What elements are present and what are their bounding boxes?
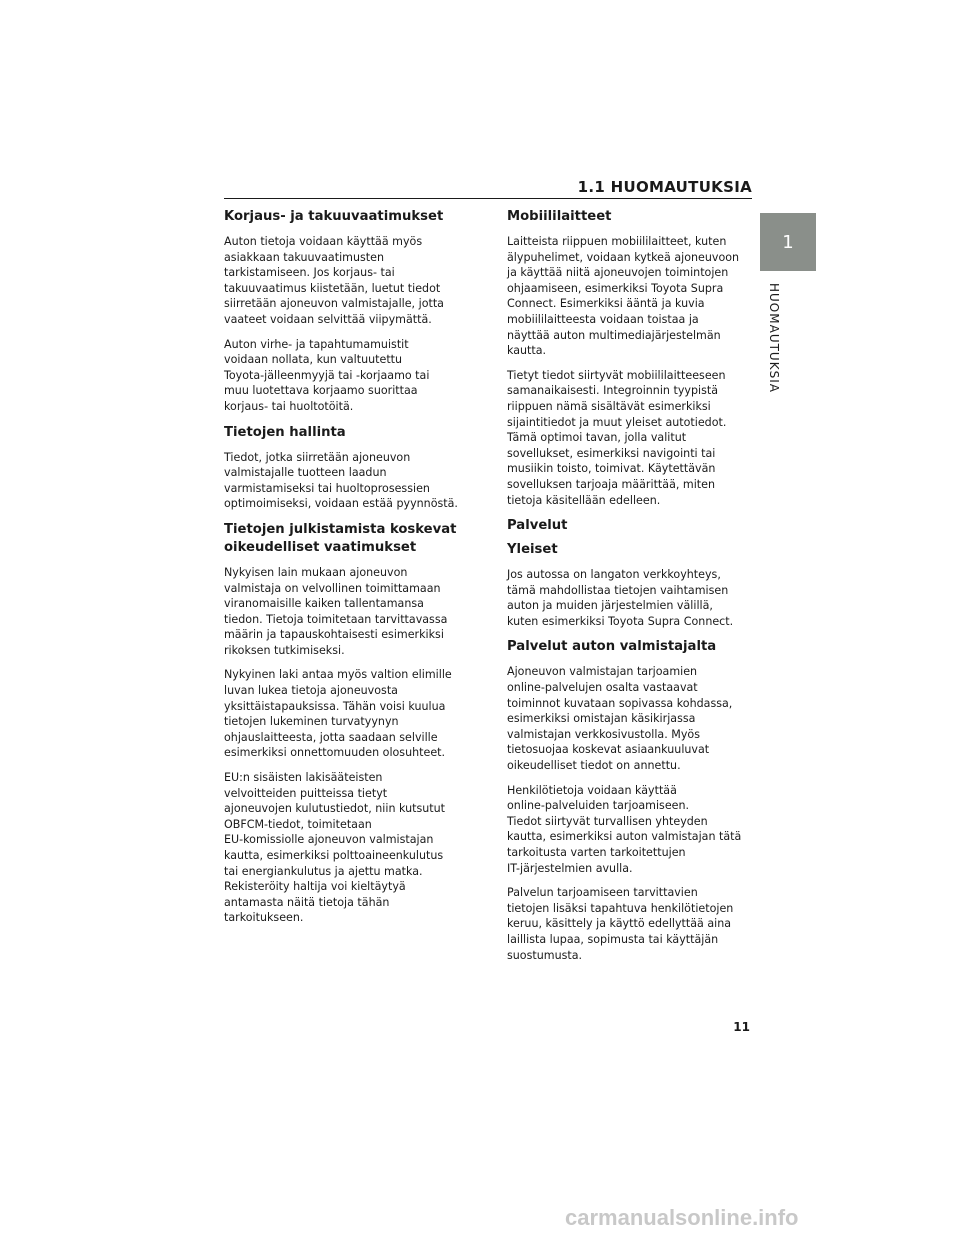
body-paragraph: Auton tietoja voidaan käyttää myös asiakkaan takuuvaatimusten tarkistamiseen. Jos korjaus- tai takuuvaatimus kiistetään, luetut tiedot siirretään ajoneuvon valmistajalle, jotta vaateet voidaan selvittää viipymättä. [224,235,444,326]
section-heading: Yleiset [507,542,558,558]
body-paragraph: Auton virhe- ja tapahtumamuistit voidaan nollata, kun valtuutettu Toyota-jälleenmyyjä tai -korjaamo tai muu luotettava korjaamo suorittaa korjaus- tai huoltotöitä. [224,337,430,413]
section-heading: Palvelut auton valmistajalta [507,639,717,655]
left-text-column [224,208,469,935]
body-paragraph: Nykyinen laki antaa myös valtion elimille luvan lukea tietoja ajoneuvosta yksittäistapauksissa. Tähän voisi kuulua tietojen lukeminen turvatyynyn ohjauslaitteesta, jotta saadaan selville esimerkiksi onnettomuuden olosuhteet. [224,668,452,760]
section-header-title: 1.1 HUOMAUTUKSIA [577,178,752,196]
body-paragraph: Nykyisen lain mukaan ajoneuvon valmistaja on velvollinen toimittamaan viranomaisille kaiken tallentamansa tiedon. Tietoja toimitetaan tarvittavassa määrin ja tapauskohtaisesti esimerkiksi rikoksen tutkimiseksi. [224,565,448,657]
section-heading: Palvelut [507,518,568,534]
right-text-column [507,208,752,972]
header-divider [224,198,752,199]
body-paragraph: Tietyt tiedot siirtyvät mobiililaitteeseen samanaikaisesti. Integroinnin tyypistä riippuen nämä sisältävät esimerkiksi sijaintitiedot ja muut yleiset autotiedot. Tämä optimoi tavan, jolla valitut sovellukset, esimerkiksi navigointi tai musiikin toisto, toimivat. Käytettävän sovelluksen tarjoaja määrittää, miten tietoja käsitellään edelleen. [507,368,727,507]
page-number: 11 [733,1020,750,1034]
section-heading: Korjaus- ja takuuvaatimukset [224,209,444,224]
body-paragraph: Palvelun tarjoamiseen tarvittavien tietojen lisäksi tapahtuva henkilötietojen keruu, käsittely ja käyttö edellyttää aina laillista lupaa, sopimusta tai käyttäjän suostumusta. [507,886,734,962]
body-paragraph: EU:n sisäisten lakisääteisten velvoitteiden puitteissa tietyt ajoneuvojen kulutustiedot, niin kutsutut OBFCM-tiedot, toimitetaan EU-komissiolle ajoneuvon valmistajan kautta, esimerkiksi polttoaineenkulutus tai energiankulutus ja ajettu matka. Rekisteröity haltija voi kieltäytyä antamasta näitä tietoja tähän tarkoitukseen. [224,771,446,925]
chapter-number: 1 [782,231,794,253]
chapter-label: HUOMAUTUKSIA [767,283,781,393]
body-paragraph: Henkilötietoja voidaan käyttää online-palveluiden tarjoamiseen. Tiedot siirtyvät turvallisen yhteyden kautta, esimerkiksi auton valmistajan tätä tarkoitusta varten tarkoitettujen IT-järjestelmien avulla. [507,783,742,875]
section-heading: Tietojen julkistamista koskevat oikeudelliset vaatimukset [224,521,457,555]
watermark: carmanualsonline.info [565,1205,799,1230]
section-heading: Mobiililaitteet [507,209,612,224]
body-paragraph: Jos autossa on langaton verkkoyhteys, tämä mahdollistaa tietojen vaihtamisen auton ja muiden järjestelmien välillä, kuten esimerkiksi Toyota Supra Connect. [507,568,734,628]
body-paragraph: Tiedot, jotka siirretään ajoneuvon valmistajalle tuotteen laadun varmistamiseksi tai huoltoprosessien optimoimiseksi, voidaan estää pyynnöstä. [224,450,458,511]
body-paragraph: Laitteista riippuen mobiililaitteet, kuten älypuhelimet, voidaan kytkeä ajoneuvoon ja käyttää niitä ajoneuvojen toimintojen ohjaamiseen, esimerkiksi Toyota Supra Connect. Esimerkiksi ääntä ja kuvia mobiililaitteesta voidaan toistaa ja näyttää auton multimediajärjestelmän kautta. [507,235,740,358]
section-heading: Tietojen hallinta [224,424,346,440]
chapter-tab [760,213,816,271]
body-paragraph: Ajoneuvon valmistajan tarjoamien online-palvelujen osalta vastaavat toiminnot kuvataan sopivassa kohdassa, esimerkiksi omistajan käsikirjassa valmistajan verkkosivustolla. Myös tietosuojaa koskevat asiaankuuluvat oikeudelliset tiedot on annettu. [507,665,733,773]
